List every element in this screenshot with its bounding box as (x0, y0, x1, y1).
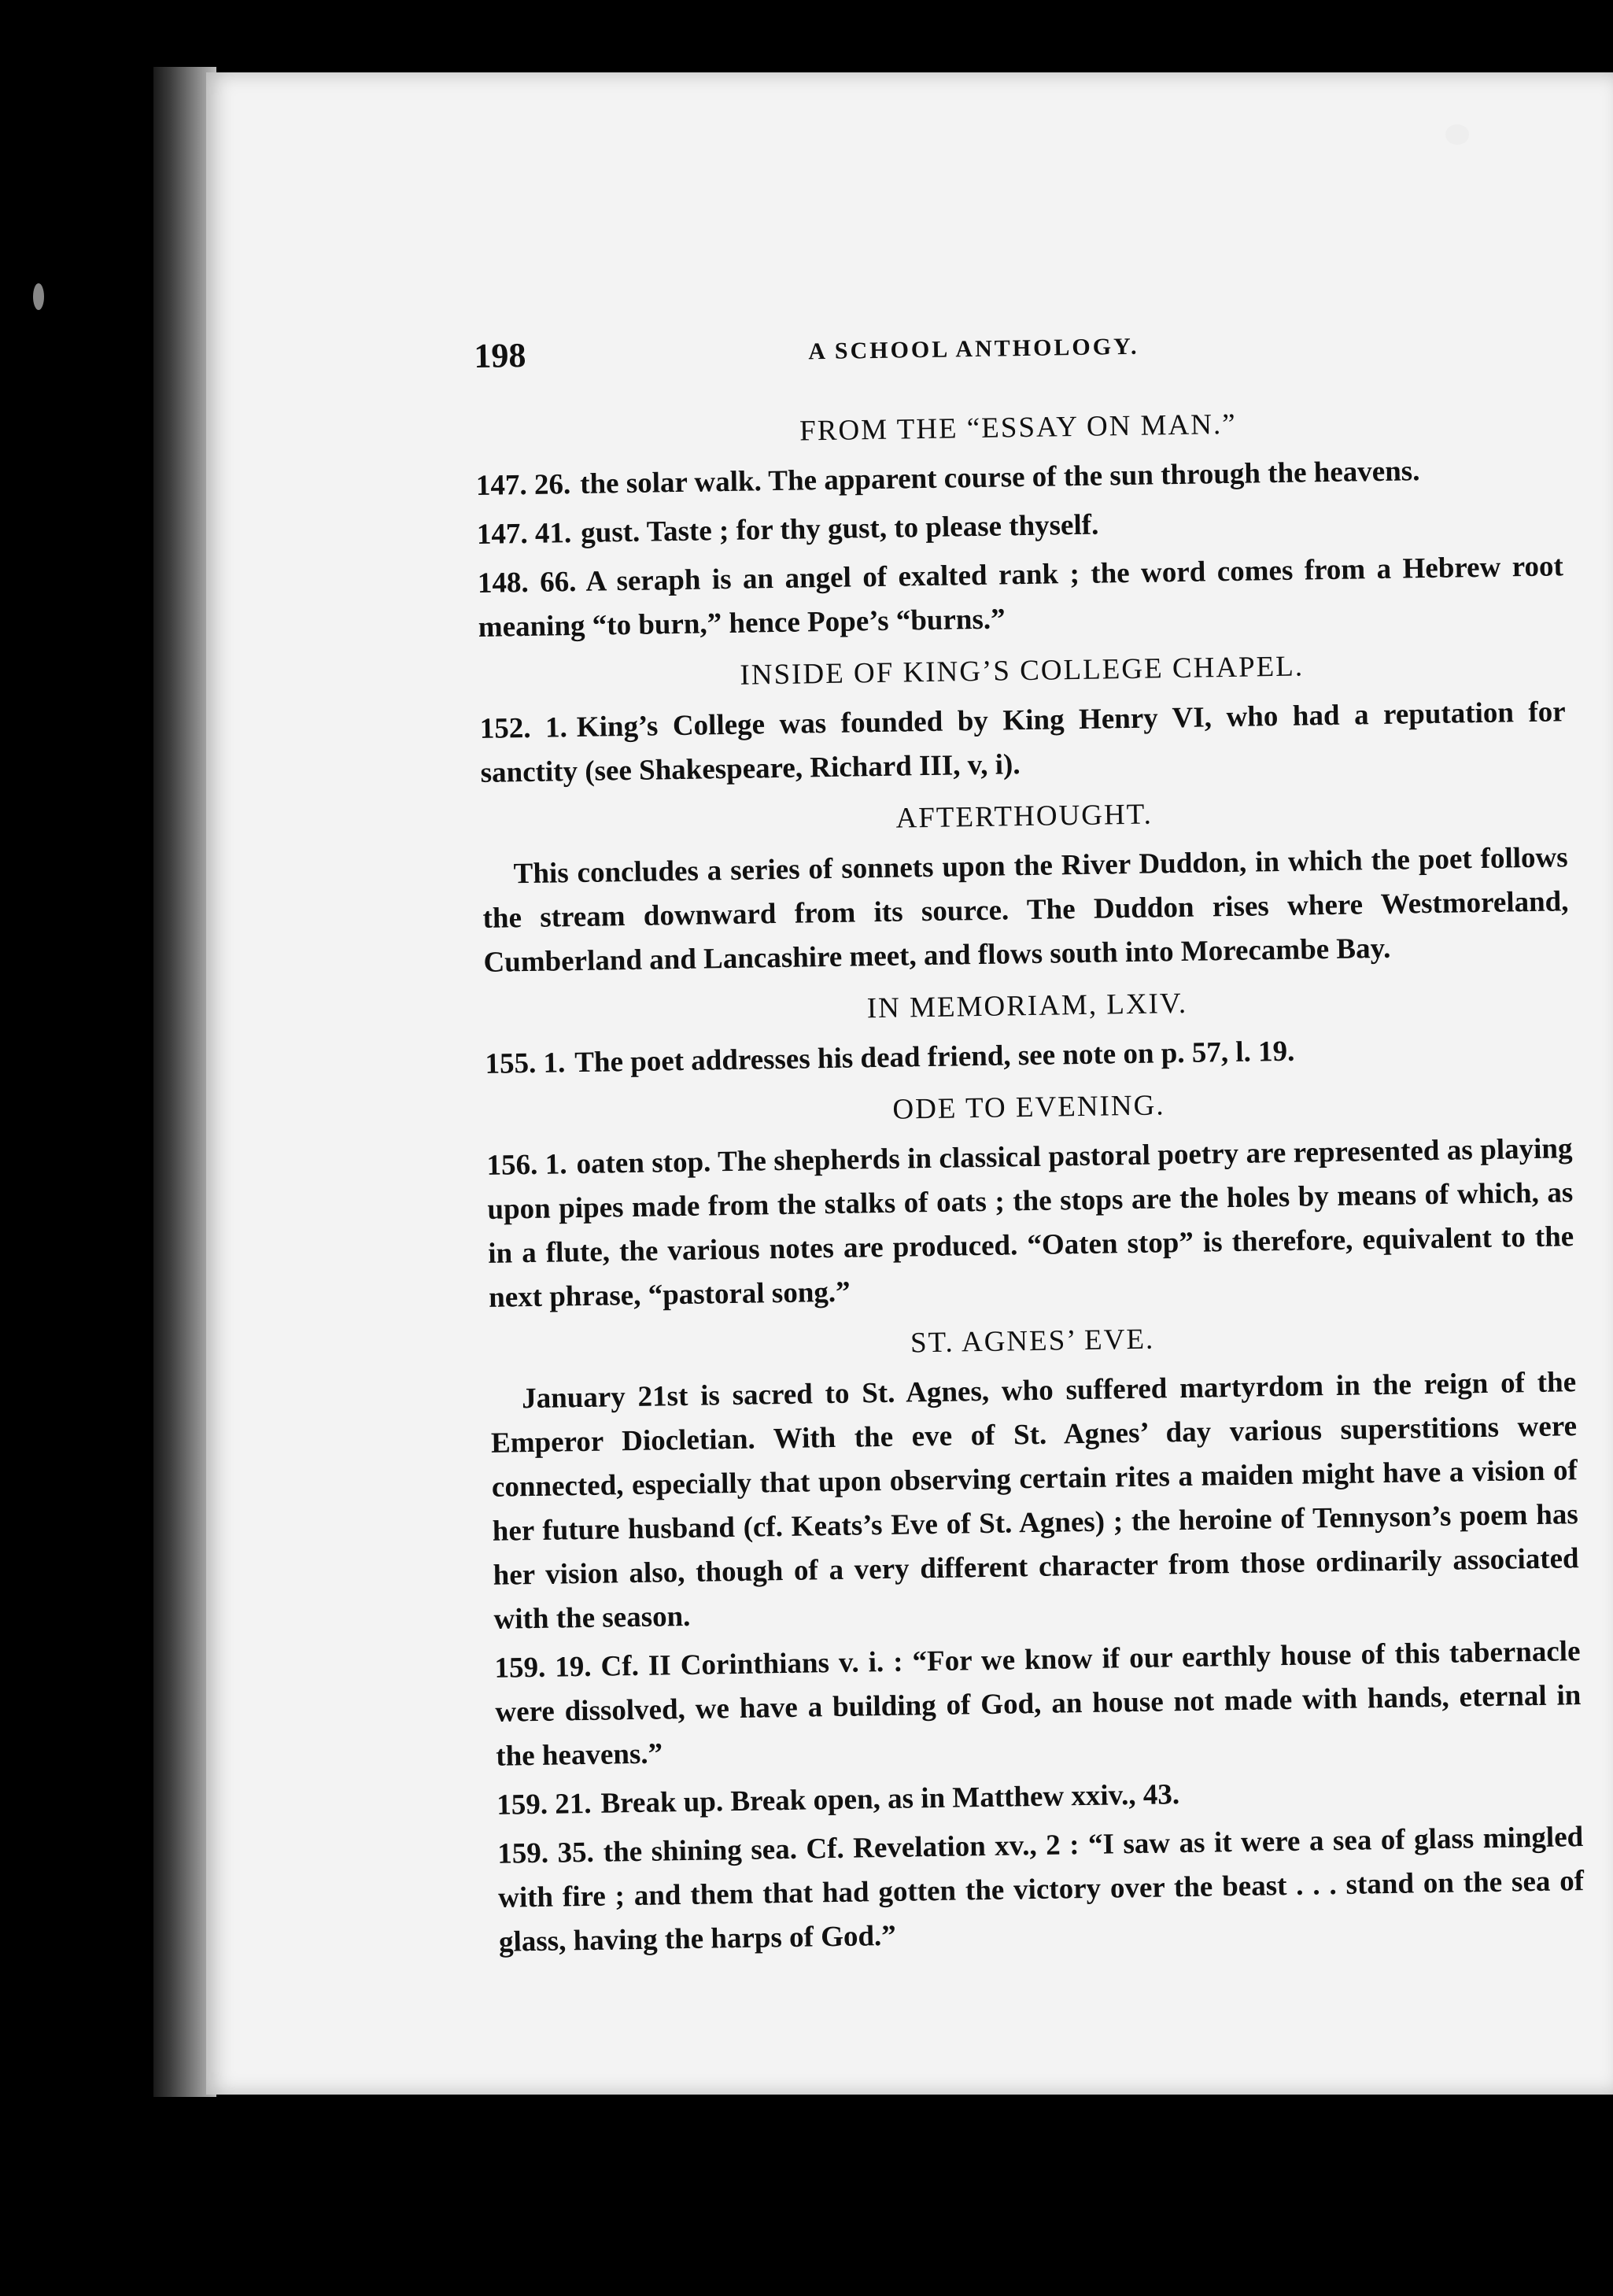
note-text: The poet addresses his dead friend, see note on p. 57, l. 19. (574, 1035, 1295, 1080)
note-paragraph (479, 690, 1567, 795)
note-reference: 159. 35. (496, 1836, 595, 1870)
note-reference: 148. 66. (477, 565, 577, 600)
book-page (206, 72, 1613, 2095)
section-title: FROM THE “ESSAY ON MAN.” (799, 408, 1237, 448)
section-title: ODE TO EVENING. (892, 1089, 1165, 1126)
note-paragraph (486, 1127, 1574, 1320)
note-text: A seraph is an angel of exalted rank ; the word comes from a Hebrew root meaning “to burn,” hence Pope’s “burns.” (478, 550, 1564, 644)
section-title: INSIDE OF KING’S COLLEGE CHAPEL. (740, 650, 1305, 692)
note-paragraph (485, 1025, 1571, 1087)
note-paragraph (497, 1815, 1585, 1965)
note-text: Cf. II Corinthians v. i. : “For we know if our earthly house of this tabernacle were dissolved, we have a building of God, an house not made with hands, eternal in the heavens.” (495, 1635, 1582, 1773)
running-head (474, 319, 1560, 407)
note-reference: 159. 19. (494, 1650, 592, 1685)
note-reference: 159. 21. (496, 1787, 592, 1822)
section-title: AFTERTHOUGHT. (895, 798, 1153, 835)
note-reference: 147. 26. (475, 468, 571, 502)
note-reference: 147. 41. (476, 517, 572, 551)
note-text: the shining sea. Cf. Revelation xv., 2 : “I saw as it were a sea of glass mingled with fire ; and them that had gotten the victory over the beast . . . stand on the sea of glass, having the harps of God.” (497, 1821, 1585, 1958)
note-text: gust. Taste ; for thy gust, to please thyself. (580, 508, 1099, 549)
page-number: 198 (474, 335, 526, 375)
section-title: IN MEMORIAM, LXIV. (866, 987, 1188, 1025)
intro-paragraph: January 21st is sacred to St. Agnes, who suffered martyrdom in the reign of the Emperor Diocletian. With the eve of St. Agnes’ day various superstitions were connected, especially that upon observing certain rites a maiden might have a vision of her future husband (cf. Keats’s Eve of St. Agnes) ; the heroine of Tennyson’s poem has her vision also, though of a very different character from those ordinarily associated with the season. (490, 1366, 1579, 1636)
note-text: oaten stop. The shepherds in classical pastoral poetry are represented as playing upon pipes made from the stalks of oats ; the stops are the holes by means of which, as in a flute, the various notes are produced. “Oaten stop” is therefore, equivalent to the next phrase, “pastoral song.” (487, 1132, 1574, 1314)
running-title: A SCHOOL ANTHOLOGY. (808, 333, 1139, 365)
section-ode-to-evening (485, 1082, 1574, 1320)
section-st-agnes-eve (489, 1316, 1585, 1965)
note-reference: 156. 1. (486, 1148, 567, 1182)
note-reference: 155. 1. (485, 1046, 566, 1080)
section-in-memoriam (484, 980, 1571, 1087)
note-text: the solar walk. The apparent course of the sun through the heavens. (579, 455, 1420, 500)
note-paragraph (494, 1630, 1582, 1779)
section-essay-on-man (475, 402, 1564, 650)
intro-paragraph: This concludes a series of sonnets upon the River Duddon, in which the poet follows the stream downward from its source. The Duddon rises where Westmoreland, Cumberland and Lancashire meet, and flows south into Morecambe Bay. (482, 841, 1569, 979)
section-title: ST. AGNES’ EVE. (910, 1323, 1155, 1360)
note-text: King’s College was founded by King Henry VI, who had a reputation for sanctity (see Shakespeare, Richard III, v, i). (480, 696, 1566, 789)
section-kings-college-chapel (479, 645, 1567, 795)
page-tear-mark (1445, 124, 1469, 145)
note-reference: 152. 1. (479, 711, 568, 745)
scan-speck (33, 283, 44, 310)
page-content (474, 319, 1585, 1969)
note-paragraph (478, 544, 1565, 650)
section-afterthought (481, 791, 1569, 985)
note-text: Break up. Break open, as in Matthew xxiv., 43. (600, 1778, 1180, 1820)
